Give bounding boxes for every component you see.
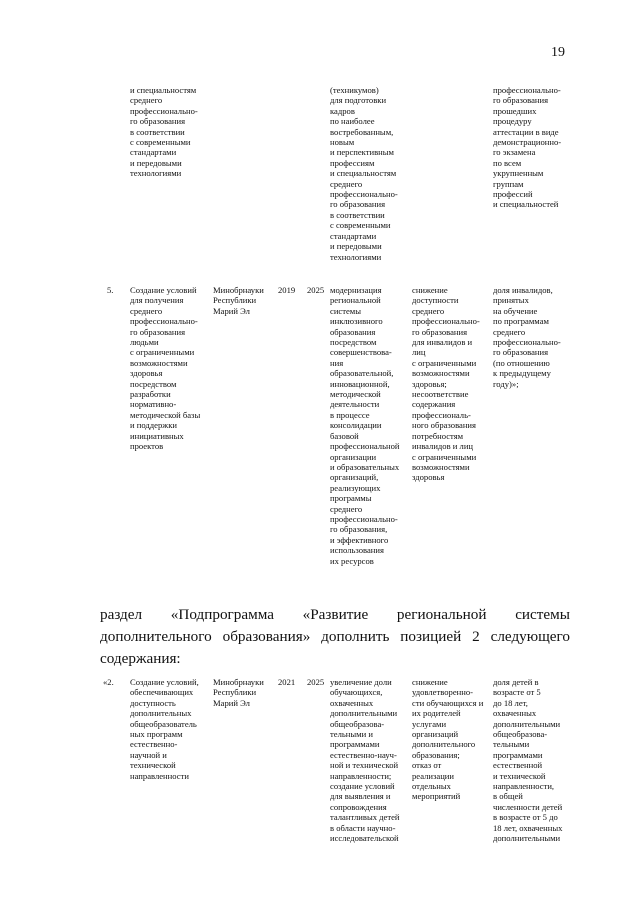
row2-content-cell: увеличение доли обучающихся, охваченных дополнительными общеобразова- тельными и программами естественно-науч- ной и технической направленности; создание условий для выявления и сопровождения талантливых детей в области научно- исследовательской [330,677,400,844]
row2-indicator-cell: доля детей в возрасте от 5 до 18 лет, охваченных дополнительными общеобразова- тельными программами естественной и технической направленности, в общей численности детей в возрасте от 5 до 18 лет, охваченных дополнительными [493,677,563,844]
row2-risk-cell: снижение удовлетворенно- сти обучающихся и их родителей услугами организаций дополнительного образования; отказ от реализации отдельных мероприятий [412,677,484,802]
row2-goal-cell: Создание условий, обеспечивающих доступность дополнительных общеобразователь ных программ естественно- научной и технической направленности [130,677,199,781]
continuation-content-cell: (техникумов) для подготовки кадров по наиболее востребованным, новым и перспективным профессиям и специальностям среднего профессионально- го образования в соответствии с современными стандартами и передовыми технологиями [330,85,398,262]
continuation-goal-cell: и специальностям среднего профессионально- го образования в соответствии с современными стандартами и передовыми технологиями [130,85,198,179]
row5-risk-cell: снижение доступности среднего профессионально- го образования для инвалидов и лиц с ограниченными возможностями здоровья; несоответствие содержания профессиональ- ного образования потребностям инвалидов и лиц с ограниченными возможностями здоровья [412,285,480,483]
row2-start-year: 2021 [278,677,296,687]
row2-executor-cell: Минобрнауки Республики Марий Эл [213,677,264,708]
continuation-indicator-cell: профессионально- го образования прошедших процедуру аттестации в виде демонстрационно- го экзамена по всем укрупненным группам профессий и специальностей [493,85,562,210]
row5-number: 5. [107,285,114,295]
row5-executor-cell: Минобрнауки Республики Марий Эл [213,285,264,316]
paragraph-line-1: раздел «Подпрограмма «Развитие региональной системы [100,606,570,623]
page-number: 19 [551,45,565,60]
row5-indicator-cell: доля инвалидов, принятых на обучение по программам среднего профессионально- го образования (по отношению к предыдущему году)»; [493,285,561,389]
row5-start-year: 2019 [278,285,296,295]
paragraph-line-3: содержания: [100,650,181,667]
row5-content-cell: модернизация региональной системы инклюзивного образования посредством совершенствова- ния образовательной, инновационной, методической деятельности в процессе консолидации базовой профессиональной организации и образовательных организаций, реализующих программы среднего профессионально- го образования, и эффективного использования их ресурсов [330,285,400,566]
row5-end-year: 2025 [307,285,325,295]
paragraph-line-2: дополнительного образования» дополнить позицией 2 следующего [100,628,570,645]
row5-goal-cell: Создание условий для получения среднего профессионально- го образования людьми с ограниченными возможностями здоровья посредством разработки нормативно- методической базы и поддержки инициативных проектов [130,285,201,452]
row2-end-year: 2025 [307,677,325,687]
row2-number: «2. [103,677,114,687]
